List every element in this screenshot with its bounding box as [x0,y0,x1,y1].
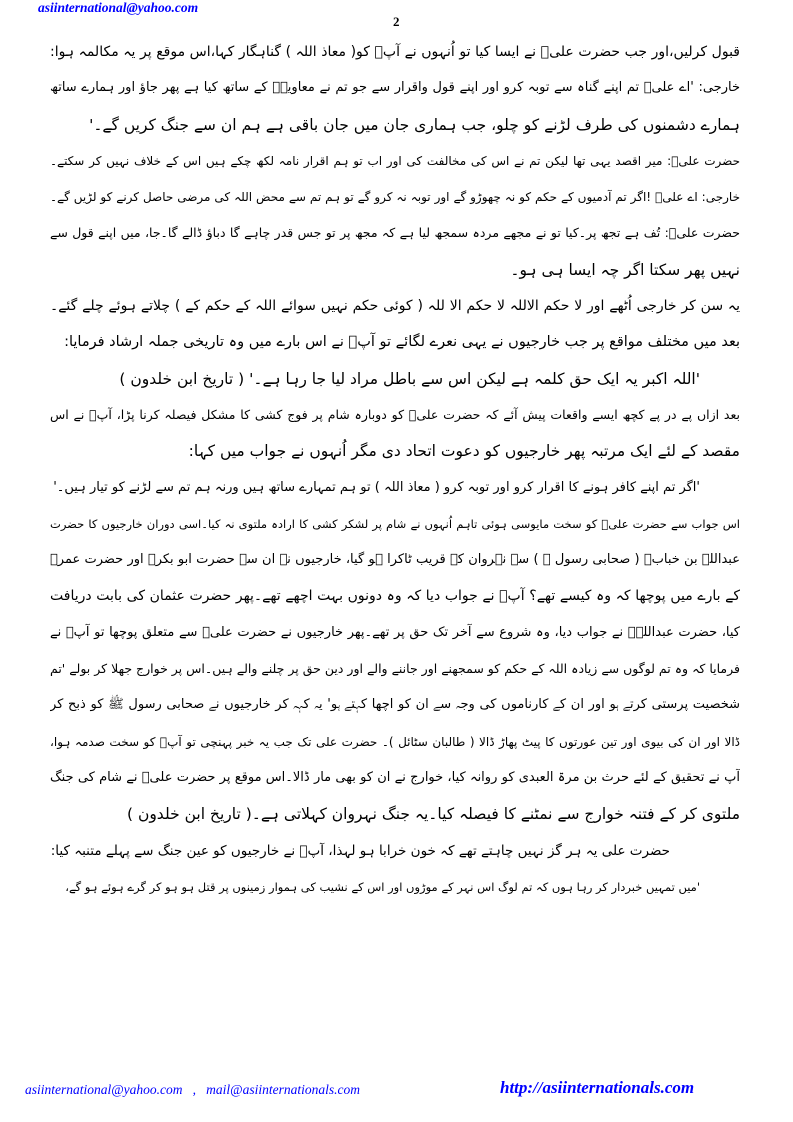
quote-line: 'اللہ اکبر یہ ایک حق کلمہ ہے لیکن اس سے باطل مراد لیا جا رہا ہے۔' ( تاریخ ابن خلدون ) [119,369,700,388]
text-line: آپ نے تحقیق کے لئے حرث بن مرۃ العبدی کو روانہ کیا، خوارج نے ان کو بھی مار ڈالا۔اس موقع پر حضرت علیؑ نے شام کی جنگ [50,769,740,785]
text-line: خارجی: 'اے علیؑ تم اپنے گناہ سے توبہ کرو اور اپنے قول واقرار سے جو تم نے معاویہؓ کے ساتھ کیا ہے پھر جاؤ اور ہمارے ساتھ [50,80,740,96]
text-line: ڈالا اور ان کی بیوی اور تین عورتوں کا پیٹ پھاڑ ڈالا ( طالبان سٹائل )۔ حضرت علی تک جب یہ خبر پہنچی تو آپؑ کو سخت صدمہ ہوا، [50,734,740,749]
text-line: ملتوی کر کے فتنہ خوارج سے نمٹنے کا فیصلہ کیا۔یہ جنگ نہروان کہلاتی ہے۔( تاریخ ابن خلدون ) [126,805,740,824]
text-line: حضرت علیؑ: تُف ہے تجھ پر۔کیا تو نے مجھے مردہ سمجھ لیا ہے کہ مجھ پر تو جس قدر چاہے گا دباؤ ڈالے گا۔جا، میں اپنے قول سے [50,225,740,241]
text-line: حضرت علی یہ ہر گز نہیں چاہتے تھے کہ خون خرابا ہو لہذا، آپؑ نے خارجیوں کو عین جنگ سے پہلے متنبہ کیا: [50,842,670,859]
document-body [50,34,740,905]
text-line: فرمایا کہ وہ تم لوگوں سے زیادہ اللہ کے حکم کو سمجھنے اور جاننے والے اور دین حق پر چلنے والے ہیں۔اس پر خوارج جھلا کر بولے 'تم [50,661,740,677]
text-line: بعد میں مختلف مواقع پر جب خارجیوں نے یہی نعرے لگائے تو آپؑ نے اس بارے میں وہ تاریخی جملہ ارشاد فرمایا: [64,334,740,351]
header-email-link[interactable]: asiinternational@yahoo.com [38,0,199,15]
quote-line: 'میں تمہیں خبردار کر رہا ہوں کہ تم لوگ اس نہر کے موڑوں اور اس کے نشیب کی ہموار زمینوں پر قتل ہو ہو کر گرے ہوئے ہو گے، [65,879,700,894]
text-line: ہمارے دشمنوں کی طرف لڑنے کو چلو، جب ہماری جان میں جان باقی ہے ہم ان سے جنگ کریں گے۔' [89,115,740,134]
footer-email-links[interactable]: asiinternational@yahoo.com , mail@asiinternationals.com [25,1082,360,1097]
text-line: شخصیت پرستی کرتے ہو اور ان کے کارناموں کی وجہ سے ان کو اچھا کہتے ہو' یہ کہہ کر خارجیوں نے صحابی رسول ﷺ کو ذبح کر [50,697,740,713]
text-line: خارجی: اے علیؑ !اگر تم آدمیوں کے حکم کو نہ چھوڑو گے اور توبہ نہ کرو گے تو ہم تم سے محض اللہ کی مرضی حاصل کرنے کو لڑیں گے۔ [50,190,740,205]
quote-line: 'اگر تم اپنے کافر ہونے کا اقرار کرو اور توبہ کرو ( معاذ اللہ ) تو ہم تمہارے ساتھ ہیں ورنہ ہم تم سے لڑنے کو تیار ہیں۔' [53,479,700,495]
text-line: مقصد کے لئے ایک مرتبہ پھر خارجیوں کو دعوت اتحاد دی مگر اُنہوں نے جواب میں کہا: [188,442,740,461]
text-line: بعد ازاں پے در پے کچھ ایسے واقعات پیش آئے کہ حضرت علیؑ کو دوبارہ شام پر فوج کشی کا مشکل فیصلہ کرنا پڑا، آپؑ نے اس [50,406,740,422]
text-line: یہ سن کر خارجی اُٹھے اور لا حکم الاللہ لا حکم الا للہ ( کوئی حکم نہیں سوائے اللہ کے حکم کے ) چلاتے ہوئے چلے گئے۔ [50,298,740,315]
text-line: نہیں پھر سکتا اگر چہ ایسا ہی ہو۔ [510,260,740,279]
footer-website-link[interactable]: http://asiinternationals.com [500,1078,695,1097]
text-line: عبداللہ بن خبابؓ ( صحابی رسول ﷺ ) سے نہروان کے قریب ٹاکرا ہو گیا، خارجیوں نے ان سے حضرت ابو بکرؓ اور حضرت عمرؓ [50,552,740,568]
text-line: قبول کرلیں،اور جب حضرت علیؑ نے ایسا کیا تو اُنہوں نے آپؑ کو( معاذ اللہ ) گناہگار کہا،اس موقع پر یہ مکالمہ ہوا: [50,44,740,60]
text-line: اس جواب سے حضرت علیؑ کو سخت مایوسی ہوئی تاہم اُنہوں نے شام پر لشکر کشی کا ارادہ ملتوی نہ کیا۔اسی دوران خارجیوں کا حضرت [50,516,740,531]
text-line: حضرت علیؑ: میر اقصد یہی تھا لیکن تم نے اس کی مخالفت کی اور اب تو ہم اقرار نامہ لکھ چکے ہیں اس کے خلاف نہیں کر سکتے۔ [50,153,740,168]
text-line: کیا، حضرت عبداللہؓ نے جواب دیا، وہ شروع سے آخر تک حق پر تھے۔پھر خارجیوں نے حضرت علیؑ سے متعلق پوچھا تو آپؓ نے [50,624,740,640]
text-line: کے بارے میں پوچھا کہ وہ کیسے تھے؟ آپؓ نے جواب دیا کہ وہ دونوں بہت اچھے تھے۔پھر حضرت عثمان کی بابت دریافت [50,588,740,605]
page-number: 2 [393,14,400,29]
